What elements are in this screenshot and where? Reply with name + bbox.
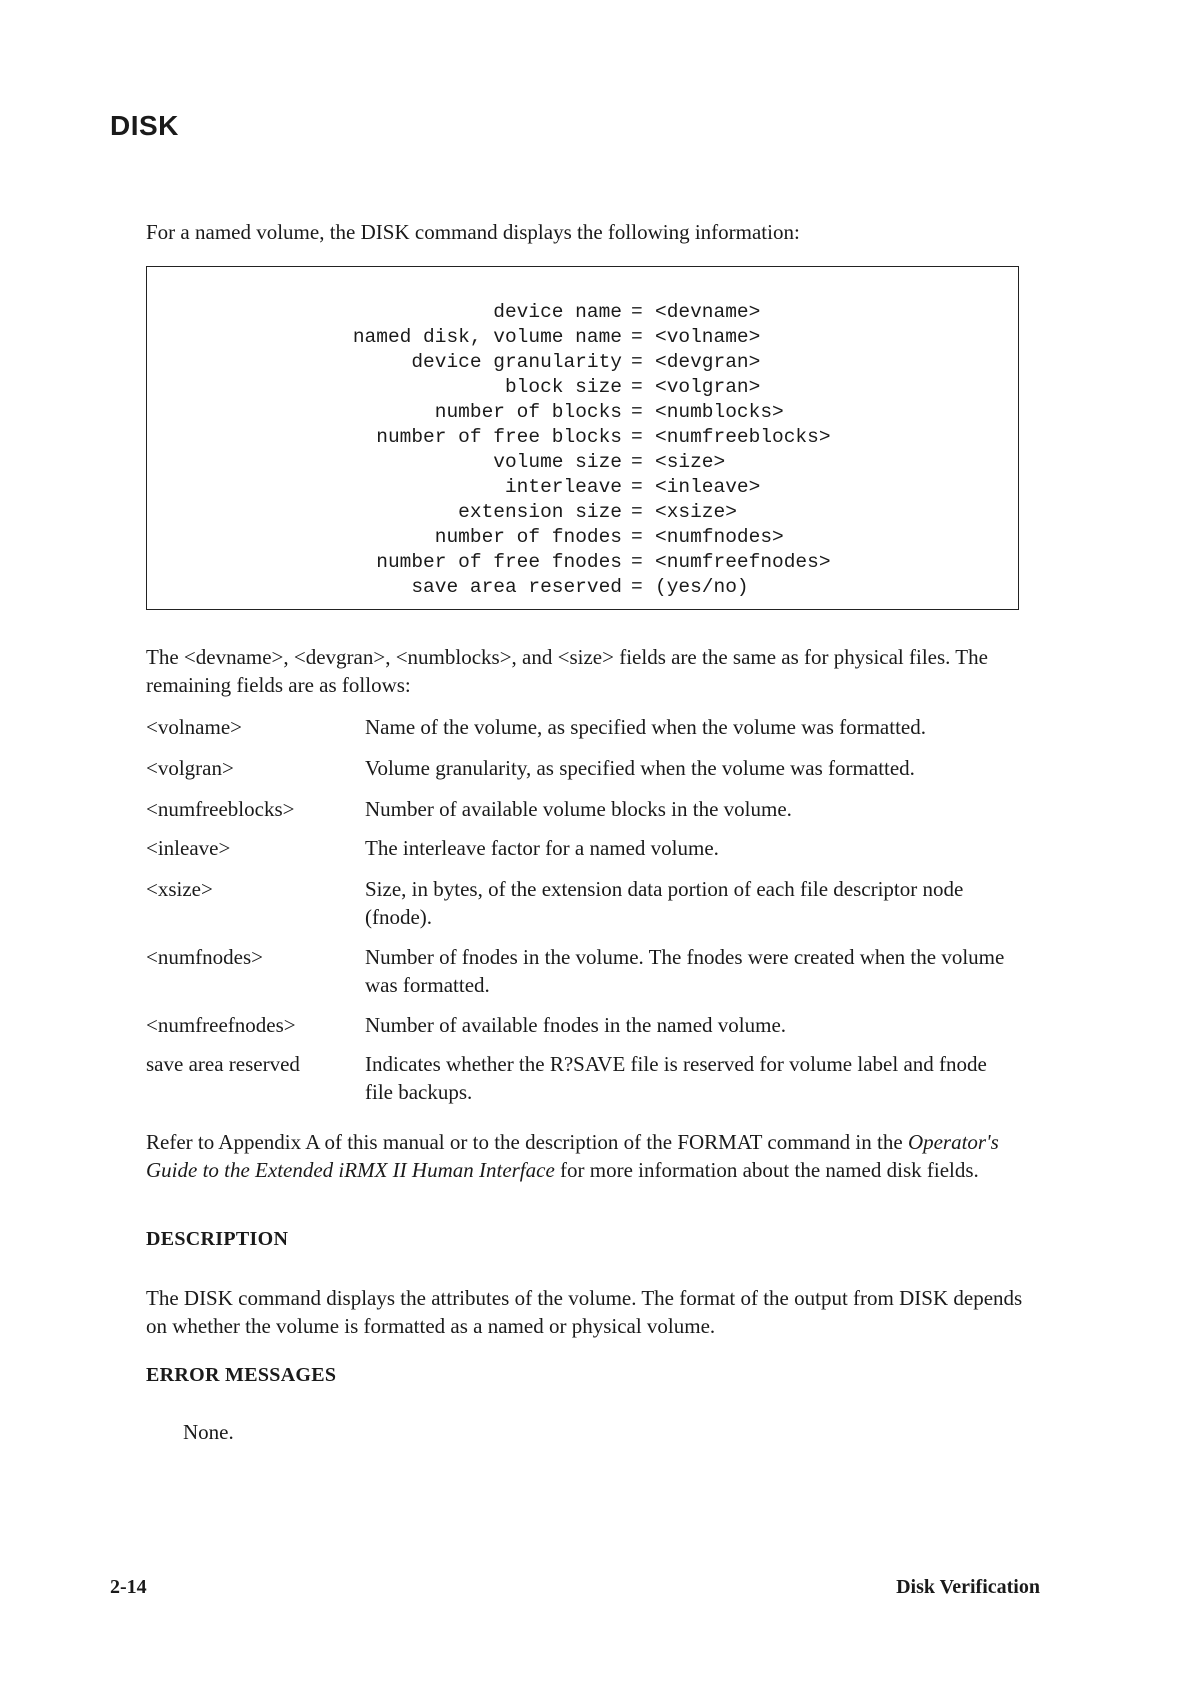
output-equals: =: [631, 351, 643, 373]
output-label: block size: [504, 376, 622, 398]
output-line: [147, 425, 1020, 449]
refer-text-after: for more information about the named disk fields.: [554, 1158, 979, 1182]
definition-term: <volgran>: [146, 756, 234, 780]
definition-term: <inleave>: [146, 836, 231, 860]
output-label: device name: [493, 301, 622, 323]
output-equals: =: [631, 551, 643, 573]
output-equals: =: [631, 426, 643, 448]
guide-title: Operator's Guide to the Extended iRMX II Human Interface: [146, 1130, 999, 1182]
disk-output-box: [146, 266, 1019, 610]
refer-paragraph: [146, 1128, 1036, 1184]
definition-term: <numfreeblocks>: [146, 797, 295, 821]
page-number: 2-14: [110, 1576, 147, 1598]
output-equals: =: [631, 301, 643, 323]
output-equals: =: [631, 526, 643, 548]
output-value: <xsize>: [655, 501, 737, 523]
definition-description: Number of available volume blocks in the volume.: [365, 797, 792, 821]
output-label: number of blocks: [434, 401, 622, 423]
output-line: [147, 450, 1020, 474]
output-value: <size>: [655, 451, 726, 473]
output-equals: =: [631, 451, 643, 473]
output-value: <numfreeblocks>: [655, 426, 831, 448]
output-value: <devname>: [655, 301, 761, 323]
output-equals: =: [631, 326, 643, 348]
definition-description: Indicates whether the R?SAVE file is reserved for volume label and fnode file backups.: [365, 1052, 987, 1104]
intro-paragraph: For a named volume, the DISK command displays the following information:: [146, 220, 800, 244]
output-line: [147, 575, 1020, 599]
output-equals: =: [631, 576, 643, 598]
output-line: [147, 525, 1020, 549]
definition-term: <numfnodes>: [146, 945, 264, 969]
output-label: extension size: [458, 501, 622, 523]
description-heading: DESCRIPTION: [146, 1228, 289, 1250]
refer-text-before: Refer to Appendix A of this manual or to the description of the FORMAT command in the: [146, 1130, 908, 1154]
fields-intro-paragraph: The <devname>, <devgran>, <numblocks>, and <size> fields are the same as for physical files. The remaining fields are as follows:: [146, 645, 988, 697]
output-value: <numfreefnodes>: [655, 551, 831, 573]
section-title: Disk Verification: [896, 1576, 1040, 1598]
output-line: [147, 400, 1020, 424]
output-value: <inleave>: [655, 476, 761, 498]
definition-term: <numfreefnodes>: [146, 1013, 296, 1037]
output-value: (yes/no): [655, 576, 749, 598]
definition-description: Number of available fnodes in the named volume.: [365, 1013, 787, 1037]
error-messages-text: None.: [183, 1420, 234, 1444]
output-value: <numfnodes>: [655, 526, 784, 548]
definition-description: Size, in bytes, of the extension data portion of each file descriptor node (fnode).: [365, 877, 964, 929]
definition-description: Number of fnodes in the volume. The fnodes were created when the volume was formatted.: [365, 945, 1005, 997]
output-label: number of fnodes: [434, 526, 622, 548]
output-label: volume size: [493, 451, 622, 473]
page-title: DISK: [110, 110, 179, 141]
definition-description: The interleave factor for a named volume.: [365, 836, 719, 860]
output-label: interleave: [504, 476, 622, 498]
output-value: <devgran>: [655, 351, 761, 373]
definition-term: save area reserved: [146, 1052, 300, 1076]
output-line: [147, 550, 1020, 574]
output-equals: =: [631, 501, 643, 523]
output-line: [147, 300, 1020, 324]
error-messages-heading: ERROR MESSAGES: [146, 1364, 337, 1386]
output-line: [147, 500, 1020, 524]
output-line: [147, 350, 1020, 374]
output-line: [147, 325, 1020, 349]
output-label: save area reserved: [411, 576, 622, 598]
output-value: <numblocks>: [655, 401, 784, 423]
definition-term: <xsize>: [146, 877, 213, 901]
output-line: [147, 475, 1020, 499]
definition-description: Volume granularity, as specified when the volume was formatted.: [365, 756, 915, 780]
output-value: <volgran>: [655, 376, 761, 398]
definition-term: <volname>: [146, 715, 242, 739]
description-paragraph: The DISK command displays the attributes of the volume. The format of the output from DISK depends on whether the volume is formatted as a named or physical volume.: [146, 1286, 1023, 1338]
output-line: [147, 375, 1020, 399]
output-label: named disk, volume name: [352, 326, 622, 348]
output-value: <volname>: [655, 326, 761, 348]
output-label: number of free blocks: [376, 426, 622, 448]
output-label: number of free fnodes: [376, 551, 622, 573]
output-label: device granularity: [411, 351, 622, 373]
output-equals: =: [631, 376, 643, 398]
output-equals: =: [631, 476, 643, 498]
definition-description: Name of the volume, as specified when the volume was formatted.: [365, 715, 926, 739]
output-equals: =: [631, 401, 643, 423]
